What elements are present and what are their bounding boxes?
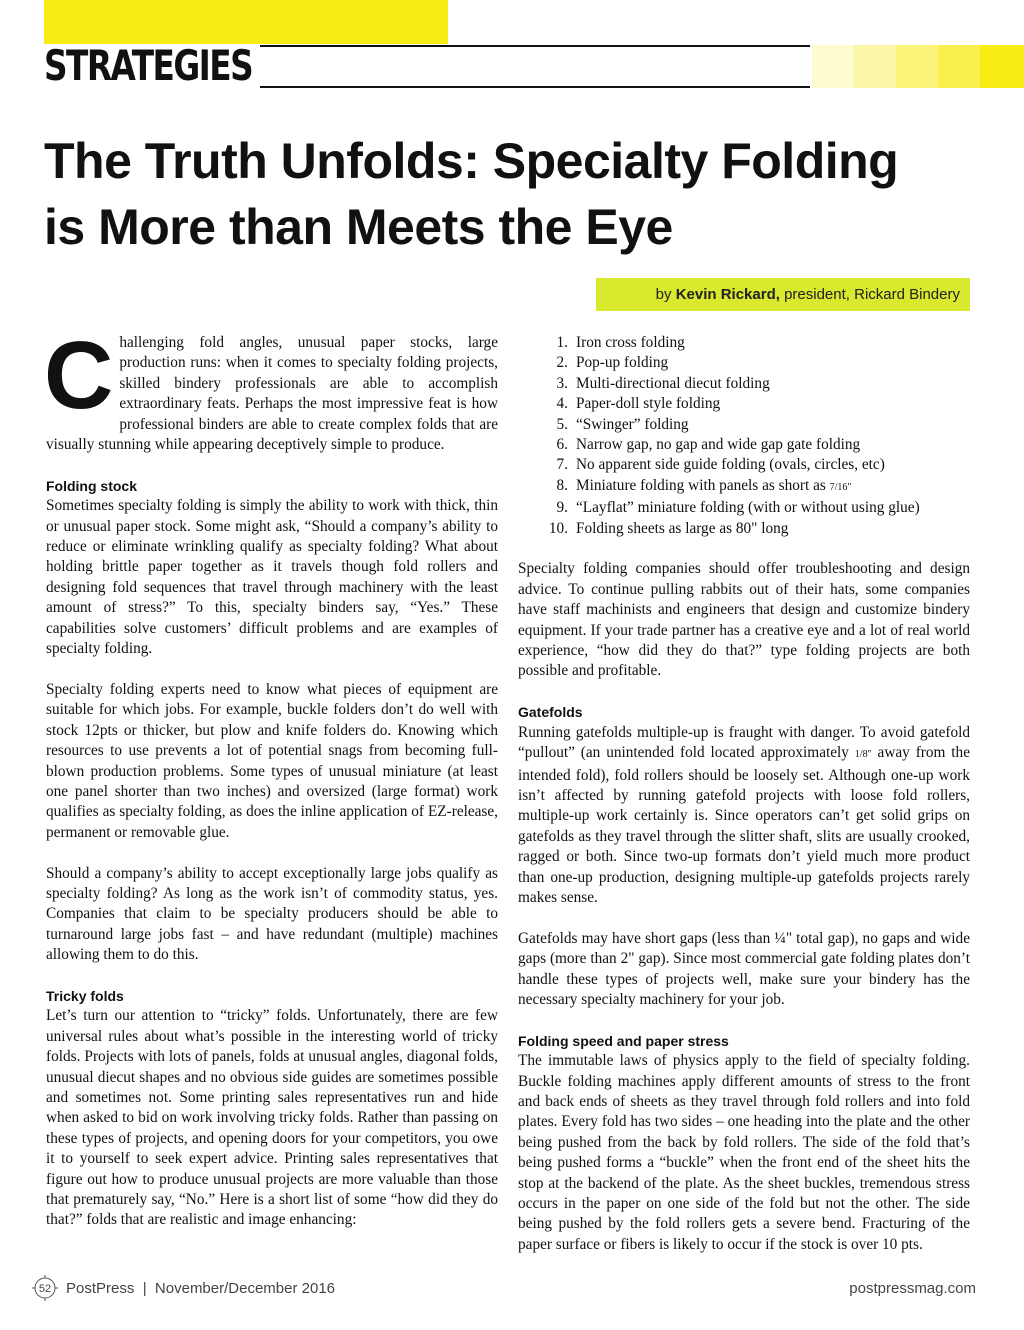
paragraph-folding-stock: Sometimes specialty folding is simply the ability to work with thick, thin or unusual paper stock. Some might ask, “Should a company’s ability to reduce or eliminate wrinkling qualify as specialty folding? What about holding brittle paper together as it travels though fold rollers and designing fold sequences that travel through machinery with the least amount of stress?” To this, specialty binders say, “Yes.” These capabilities solve customers’ difficult problems and are examples of specialty folding. — [46, 497, 498, 658]
color-swatch — [854, 45, 896, 88]
paragraph-tricky-folds: Let’s turn our attention to “tricky” folds. Unfortunately, there are few universal rules about what’s possible in the interesting world of tricky folds. Projects with lots of panels, folds at unusual angles, diagonal folds, unusual diecut shapes and no obvious side guides are sometimes possible and sometimes not. Some printing sales representatives run and hide when asked to bid on work involving tricky folds. Rather than passing on these types of projects, and opening doors for your competitors, you owe it to yourself to seek expert advice. Printing sales representatives that figure out how to produce unusual projects are more valuable than those that prematurely say, “No.” Here is a short list of some “how did they do that?” folds that are realistic and image enhancing: — [46, 1007, 498, 1229]
drop-cap: C — [44, 322, 114, 429]
list-item: 4. Paper-doll style folding — [556, 395, 721, 413]
byline-role: president, Rickard Bindery — [784, 286, 960, 303]
article-title-line-2: is More than Meets the Eye — [44, 199, 673, 255]
footer-website[interactable]: postpressmag.com — [849, 1280, 976, 1297]
footer-publication: PostPress | November/December 2016 — [66, 1280, 336, 1297]
list-item: 8. Miniature folding with panels as short as 7/16" — [556, 476, 852, 494]
byline-author: Kevin Rickard, — [675, 286, 780, 303]
page-number-badge — [32, 1275, 58, 1301]
page-number: 52 — [38, 1283, 52, 1295]
list-item: 7. No apparent side guide folding (ovals, circles, etc) — [556, 456, 885, 474]
paragraph-troubleshooting: Specialty folding companies should offer troubleshooting and design advice. To continue pulling rabbits out of their hats, some companies have staff machinists and engineers that design and customize bindery equipment. If your trade partner has a creative eye and a lot of real world experience, “how did they do that?” type folding projects are both possible and profitable. — [518, 560, 970, 680]
fraction: 7/16" — [829, 481, 852, 493]
list-item: 9. “Layflat” miniature folding (with or without using glue) — [556, 499, 920, 517]
heading-folding-stock: Folding stock — [46, 477, 137, 494]
list-item: 3. Multi-directional diecut folding — [556, 374, 770, 392]
article-title-line-1: The Truth Unfolds: Specialty Folding — [44, 133, 899, 189]
paragraph-experts: Specialty folding experts need to know what pieces of equipment are suitable for which jobs. For example, buckle folders don’t do well with stock 12pts or thicker, but plow and knife folders do. Knowing which resources to use prevents a lot of potential snags from becoming full-blown production problems. Some types of unusual miniature (at least one panel shorter than two inches) and oversized (large format) work qualifies as specialty folding, as does the inline application of EZ-release, permanent or removable glue. — [46, 680, 498, 841]
fraction: 1/8" — [854, 749, 872, 761]
article-title — [44, 128, 1004, 260]
header-yellow-tab — [44, 0, 448, 44]
left-column — [44, 322, 498, 1251]
paragraph-large-jobs: Should a company’s ability to accept exceptionally large jobs qualify as specialty folding? As long as the work isn’t of commodity status, yes. Companies that claim to be specialty producers should be able to turnaround large jobs fast – and have redundant (multiple) machines allowing them to do this. — [46, 864, 498, 964]
list-item: 2. Pop-up folding — [556, 354, 669, 372]
heading-tricky-folds: Tricky folds — [46, 987, 124, 1004]
section-label: STRATEGIES — [44, 41, 253, 90]
paragraph-gatefolds-1: Running gatefolds multiple-up is fraught with danger. To avoid gatefold “pullout” (an unintended fold located approximately 1/8" away from the intended fold), fold rollers should be loosely set. Although one-up work isn’t affected by running gatefold projects with loose fold rollers, multiple-up work certainly is. Since operators can’t get solid grips on gatefolds as they travel through the slitter shaft, slits are usually crooked, ragged or both. Since two-up formats don’t yield much more product than one-up production, designing multiple-up gatefolds projects rarely makes sense. — [518, 723, 970, 906]
color-swatch — [938, 45, 980, 88]
list-item: 1. Iron cross folding — [556, 334, 685, 351]
heading-folding-speed: Folding speed and paper stress — [518, 1032, 729, 1049]
list-item: 6. Narrow gap, no gap and wide gap gate folding — [556, 436, 861, 454]
paragraph-gatefolds-2: Gatefolds may have short gaps (less than ¼" total gap), no gaps and wide gaps (more than 2" gap). Since most commercial gate folding plates don’t handle these types of projects well, make sure your bindery has the necessary specialty machinery for your job. — [518, 929, 970, 1008]
list-item: 10. Folding sheets as large as 80" long — [548, 519, 789, 537]
heading-gatefolds: Gatefolds — [518, 704, 583, 721]
intro-paragraph — [44, 322, 498, 455]
color-swatch — [812, 45, 854, 88]
header-rule-top — [260, 45, 810, 47]
byline-prefix: by — [655, 286, 672, 303]
intro-text: hallenging fold angles, unusual paper stocks, large production runs: when it comes to specialty folding projects, skilled bindery professionals are able to accomplish extraordinary feats. Perhaps the most impressive feat is how professional binders are able to create complex folds that are visually stunning while appearing deceptively simple to produce. — [46, 334, 498, 454]
list-item: 5. “Swinger” folding — [556, 415, 689, 433]
header-rule-bottom — [260, 86, 810, 88]
paragraph-folding-speed: The immutable laws of physics apply to the field of specialty folding. Buckle folding machines apply different amounts of stress to the front and back ends of sheets as they travel through fold rollers and into fold plates. Every fold has two sides – one heading into the plate and the other being pushed from the back by fold rollers. The side of the fold that’s being pushed forms a “buckle” when the front end of the sheet hits the stop at the backend of the plate. As the sheet buckles, tremendous stress occurs in the paper on one side of the fold but not the other. The side being pushed by the fold rollers gets a severe bend. Fracturing of the paper surface or fibers is likely to occur if the stock is over 10 pts. — [518, 1052, 970, 1253]
color-swatch — [896, 45, 938, 88]
color-swatch — [980, 45, 1024, 88]
tricky-folds-list — [518, 333, 970, 539]
right-column — [518, 333, 970, 1276]
byline — [596, 278, 970, 311]
